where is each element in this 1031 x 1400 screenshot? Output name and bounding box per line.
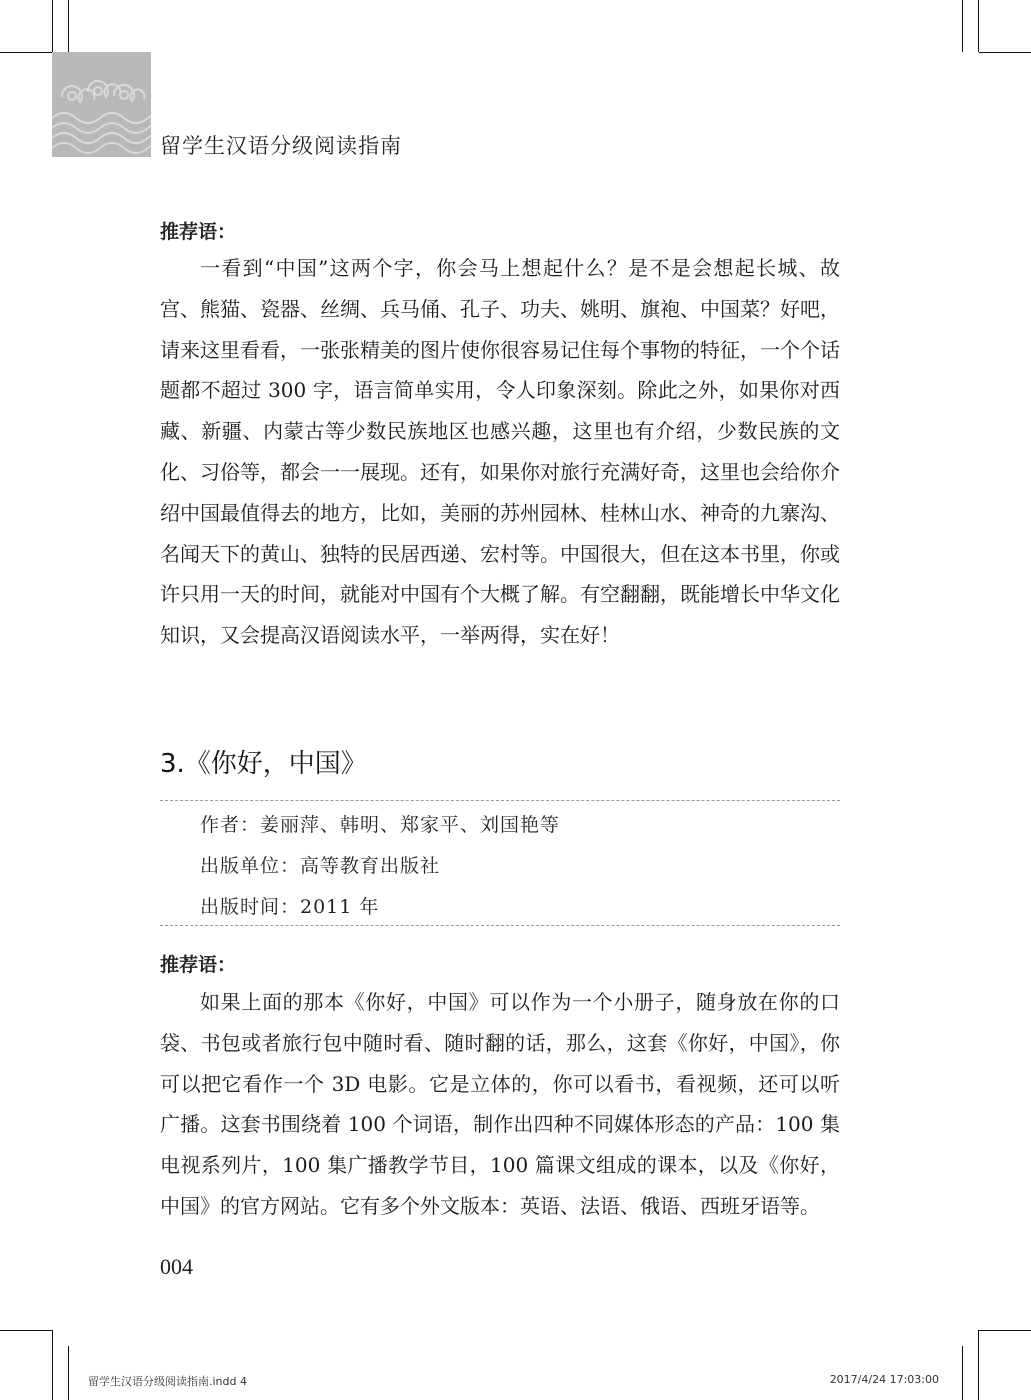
crop-mark: [962, 0, 963, 52]
crop-mark: [52, 1330, 53, 1400]
running-header-title: 留学生汉语分级阅读指南: [160, 134, 402, 158]
crop-mark: [68, 1346, 69, 1400]
author-line: 作者：姜丽萍、韩明、郑家平、刘国艳等: [200, 814, 561, 836]
page-number: 004: [160, 1254, 193, 1279]
recommendation-paragraph: 一看到“中国”这两个字，你会马上想起什么？是不是会想起长城、故宫、熊猫、瓷器、丝绸、兵马俑、孔子、功夫、姚明、旗袍、中国菜？好吧，请来这里看看，一张张精美的图片使你很容易记住每个事物的特征，一个个话题都不超过 300 字，语言简单实用，令人印象深刻。除此之外，如果你对西藏、新疆、内蒙古等少数民族地区也感兴趣，这里也有介绍，少数民族的文化、习俗等，都会一一展现。还有，如果你对旅行充满好奇，这里也会给你介绍中国最值得去的地方，比如，美丽的苏州园林、桂林山水、神奇的九寨沟、名闻天下的黄山、独特的民居西递、宏村等。中国很大，但在这本书里，你或许只用一天的时间，就能对中国有个大概了解。有空翻翻，既能增长中华文化知识，又会提高汉语阅读水平，一举两得，实在好！: [160, 256, 840, 648]
crop-mark: [978, 1330, 979, 1400]
recommendation-label: 推荐语：: [160, 221, 237, 243]
publisher-line: 出版单位：高等教育出版社: [200, 855, 441, 877]
recommendation-paragraph: 如果上面的那本《你好，中国》可以作为一个小册子，随身放在你的口袋、书包或者旅行包中随时看、随时翻的话，那么，这套《你好，中国》，你可以把它看作一个 3D 电影。它是立体的，你可以看书，看视频，还可以听广播。这套书围绕着 100 个词语，制作出四种不同媒体形态的产品：100 集电视系列片，100 集广播教学节目，100 篇课文组成的课本，以及《你好，中国》的官方网站。它有多个外文版本：英语、法语、俄语、西班牙语等。: [160, 990, 840, 1218]
pub-time-line: 出版时间：2011 年: [200, 896, 380, 918]
crop-mark: [52, 0, 53, 52]
info-bottom-divider: [160, 925, 840, 926]
crop-mark: [979, 1330, 1031, 1331]
crop-mark: [979, 52, 1031, 53]
crop-mark: [68, 0, 69, 52]
slug-timestamp: 2017/4/24 17:03:00: [829, 1373, 939, 1386]
recommendation-label: 推荐语：: [160, 954, 237, 976]
book-heading: 3.《你好，中国》: [160, 749, 367, 779]
info-top-divider: [160, 800, 840, 801]
cloud-wave-icon: [52, 52, 151, 157]
slug-filename: 留学生汉语分级阅读指南.indd 4: [88, 1375, 247, 1388]
crop-mark: [978, 0, 979, 52]
crop-mark: [962, 1346, 963, 1400]
header-cloud-pattern: [52, 52, 151, 157]
crop-mark: [0, 1330, 52, 1331]
crop-mark: [0, 52, 52, 53]
